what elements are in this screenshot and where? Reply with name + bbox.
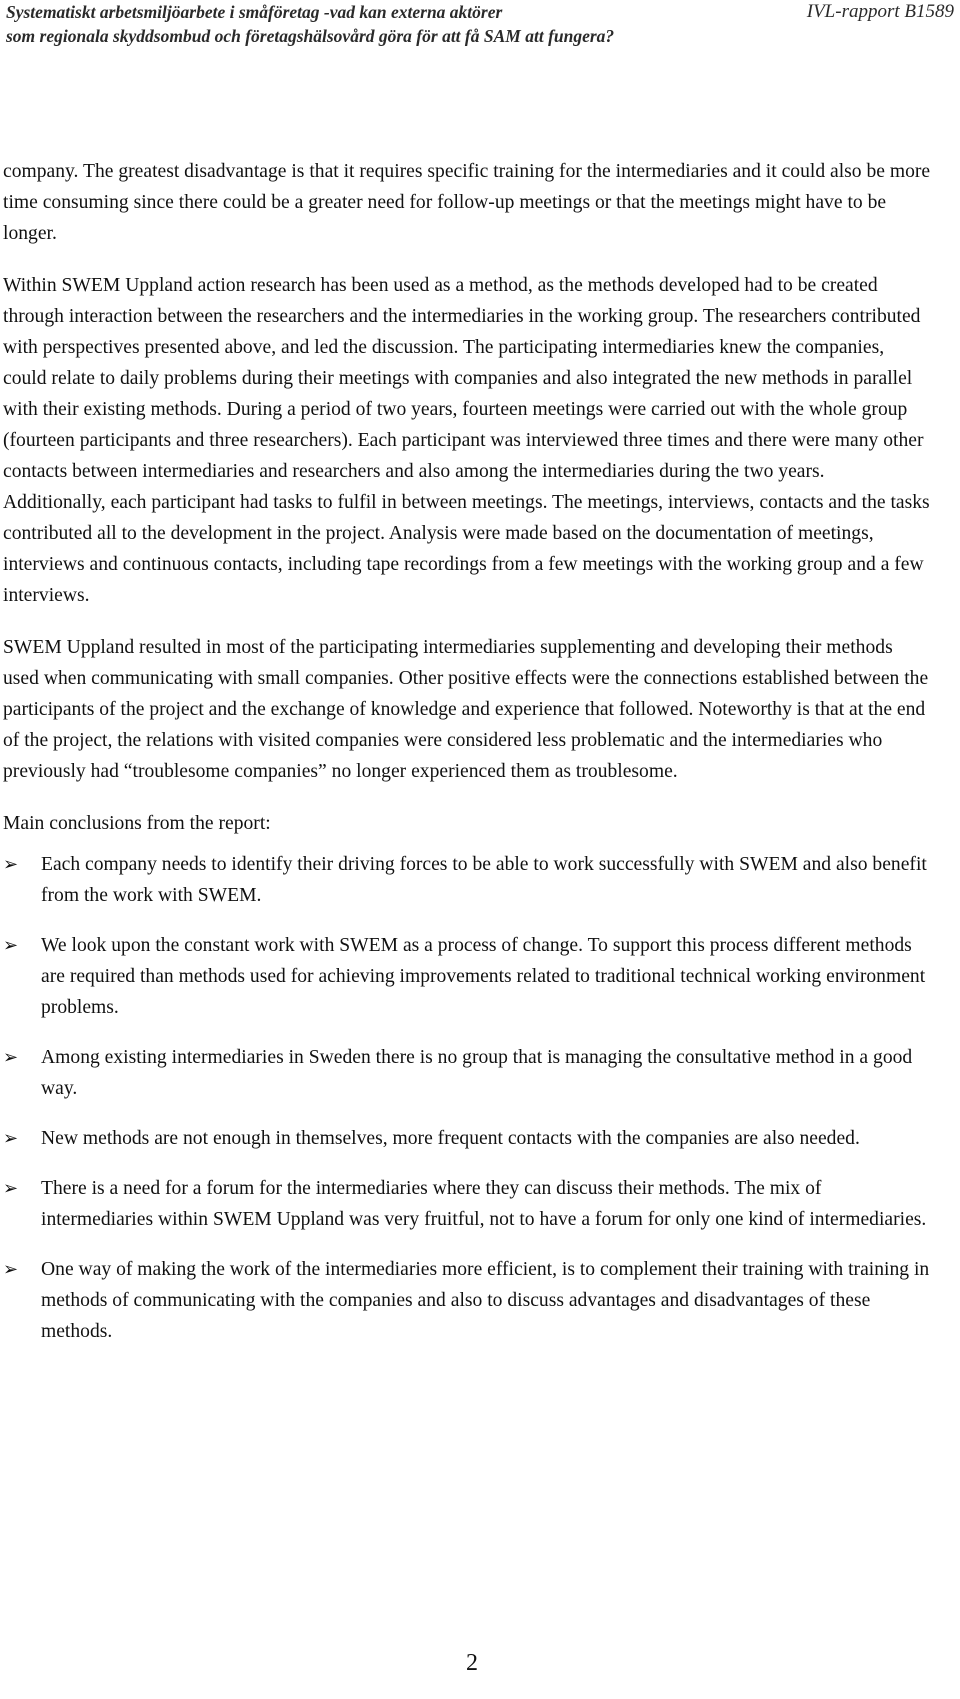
conclusions-list	[3, 849, 931, 1347]
arrow-bullet-icon: ➢	[3, 1047, 19, 1068]
arrow-bullet-icon: ➢	[3, 1259, 19, 1280]
list-item-text: Among existing intermediaries in Sweden there is no group that is managing the consultative method in a good way.	[41, 1047, 913, 1099]
list-item	[3, 1123, 931, 1154]
arrow-bullet-icon: ➢	[3, 935, 19, 956]
arrow-bullet-icon: ➢	[3, 1178, 19, 1199]
paragraph-1: company. The greatest disadvantage is that it requires specific training for the intermediaries and it could also be more time consuming since there could be a greater need for follow-up meetings or that the meetings might have to be longer.	[3, 161, 931, 244]
list-item-text: There is a need for a forum for the intermediaries where they can discuss their methods. The mix of intermediaries within SWEM Uppland was very fruitful, not to have a forum for only one kind of intermediaries.	[41, 1178, 927, 1230]
list-item-text: One way of making the work of the intermediaries more efficient, is to complement their training with training in methods of communicating with the companies and also to discuss advantages and disadvantages of these methods.	[41, 1259, 930, 1342]
arrow-bullet-icon: ➢	[3, 1128, 19, 1149]
list-item	[3, 930, 931, 1023]
list-item	[3, 1254, 931, 1347]
list-item-text: New methods are not enough in themselves, more frequent contacts with the companies are also needed.	[41, 1128, 860, 1149]
paragraph-3: SWEM Uppland resulted in most of the participating intermediaries supplementing and developing their methods used when communicating with small companies. Other positive effects were the connections established between the participants of the project and the exchange of knowledge and experience that followed. Noteworthy is that at the end of the project, the relations with visited companies were considered less problematic and the intermediaries who previously had “troublesome companies” no longer experienced them as troublesome.	[3, 637, 929, 782]
arrow-bullet-icon: ➢	[3, 854, 19, 875]
list-item	[3, 1042, 931, 1104]
list-item	[3, 849, 931, 911]
list-item-text: Each company needs to identify their driving forces to be able to work successfully with SWEM and also benefit from the work with SWEM.	[41, 854, 927, 906]
header-title: Systematiskt arbetsmiljöarbete i småföretag -vad kan externa aktörer	[6, 2, 503, 22]
report-id: IVL-rapport B1589	[806, 1, 954, 22]
paragraph-2: Within SWEM Uppland action research has been used as a method, as the methods developed had to be created through interaction between the researchers and the intermediaries in the working group. The researchers contributed with perspectives presented above, and led the discussion. The participating intermediaries knew the companies, could relate to daily problems during their meetings with companies and also integrated the new methods in parallel with their existing methods. During a period of two years, fourteen meetings were carried out with the whole group (fourteen participants and three researchers). Each participant was interviewed three times and there were many other contacts between intermediaries and researchers and also among the intermediaries during the two years. Additionally, each participant had tasks to fulfil in between meetings. The meetings, interviews, contacts and the tasks contributed all to the development in the project. Analysis were made based on the documentation of meetings, interviews and continuous contacts, including tape recordings from a few meetings with the working group and a few interviews.	[3, 275, 930, 606]
page-number: 2	[466, 1650, 478, 1676]
header-subtitle: som regionala skyddsombud och företagshälsovård göra för att få SAM att fungera?	[6, 26, 615, 46]
document-body	[3, 156, 931, 1366]
conclusions-heading: Main conclusions from the report:	[3, 813, 271, 834]
page-header	[6, 0, 954, 48]
list-item	[3, 1173, 931, 1235]
header-row-1	[6, 0, 954, 24]
list-item-text: We look upon the constant work with SWEM as a process of change. To support this process different methods are required than methods used for achieving improvements related to traditional technical working environment problems.	[41, 935, 926, 1018]
